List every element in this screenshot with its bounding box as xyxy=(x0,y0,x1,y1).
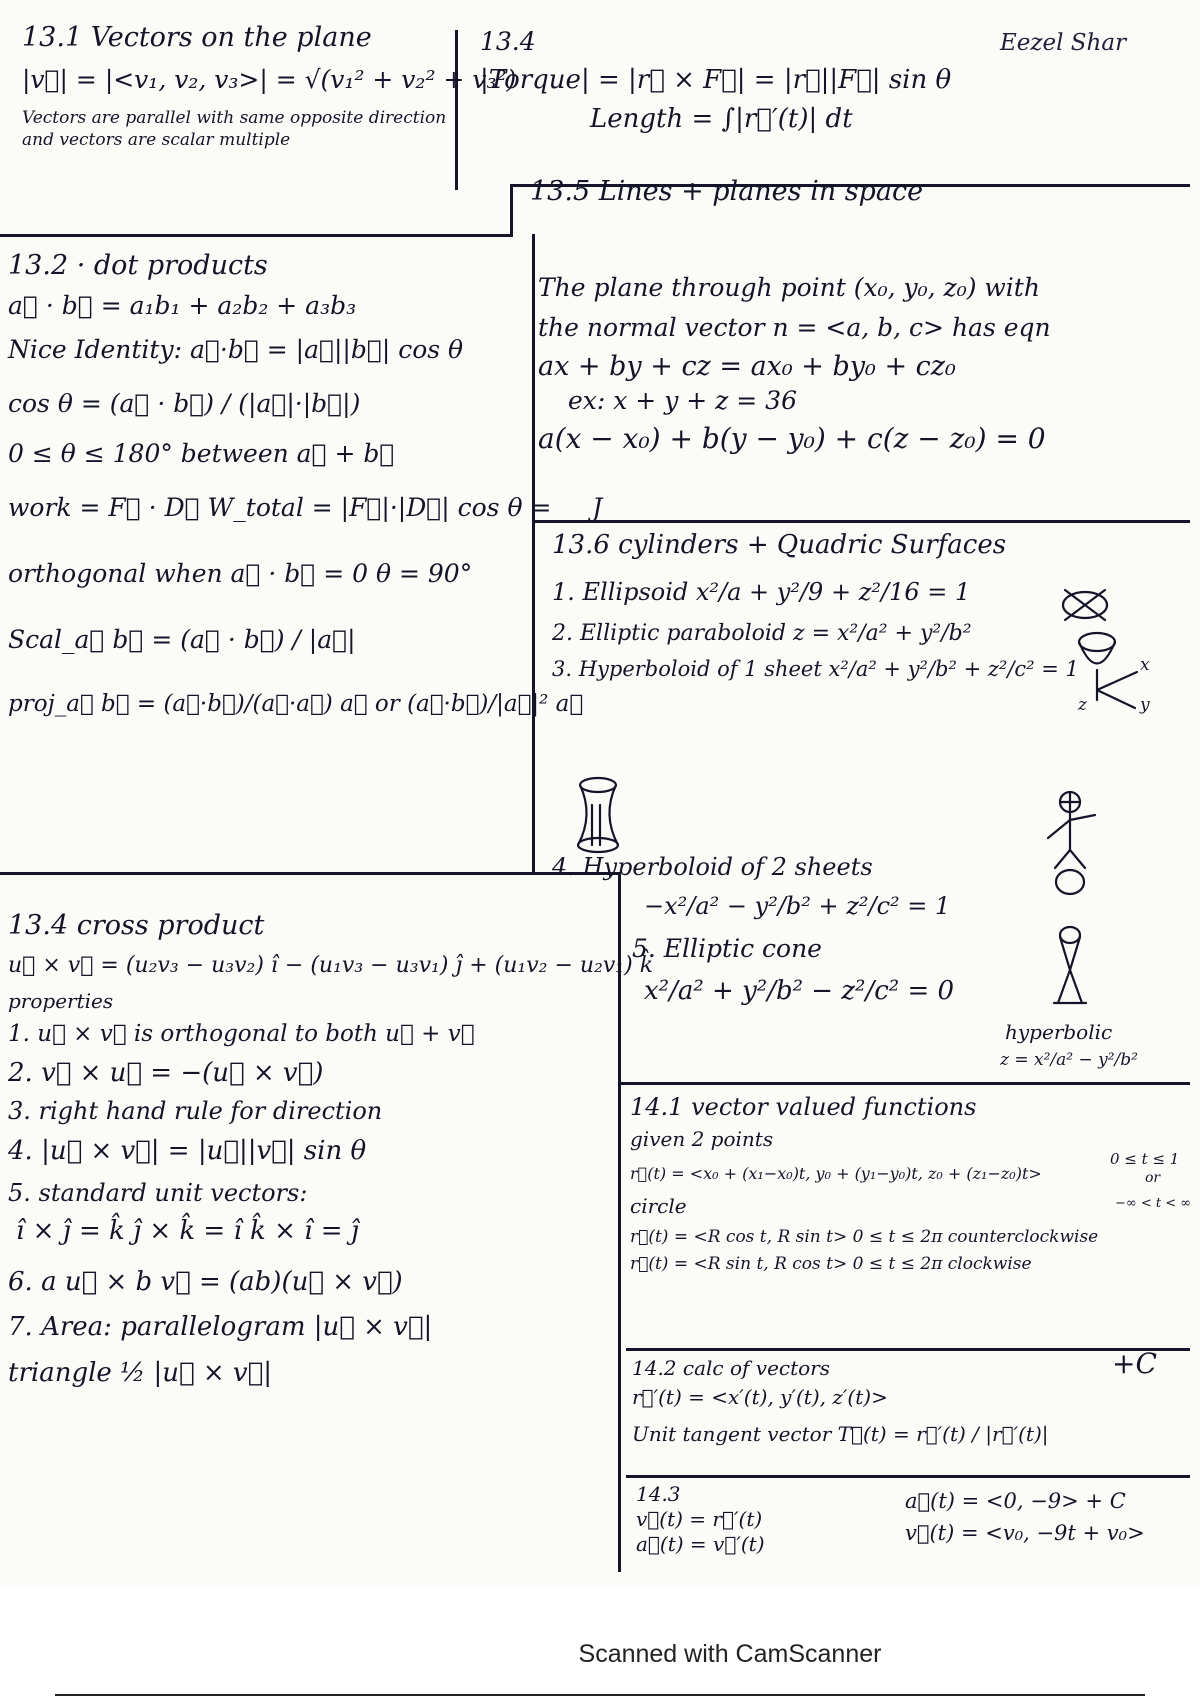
divider-line xyxy=(0,872,620,875)
circle-cw-formula: r⃗(t) = <R sin t, R cos t> 0 ≤ t ≤ 2π clockwise xyxy=(630,1253,1032,1274)
plane-text: the normal vector n = <a, b, c> has eqn xyxy=(538,313,1051,342)
note-line: and vectors are scalar multiple xyxy=(22,129,291,150)
axis-label-z: z xyxy=(1078,695,1087,715)
section-13-4-torque xyxy=(480,26,951,137)
property-item: triangle ½ |u⃗ × v⃗| xyxy=(8,1357,272,1388)
cross-product-formula: u⃗ × v⃗ = (u₂v₃ − u₃v₂) î − (u₁v₃ − u₃v₁) ĵ + (u₁v₂ − u₂v₁) k̂ xyxy=(8,953,654,979)
circle-label: circle xyxy=(630,1193,687,1218)
divider-line xyxy=(0,234,513,237)
formula-line: orthogonal when a⃗ · b⃗ = 0 θ = 90° xyxy=(8,559,473,589)
surface-hyperboloid-one-sheet: 3. Hyperboloid of 1 sheet x²/a² + y²/b² + z²/c² = 1 xyxy=(552,657,1079,682)
section-title: 14.3 xyxy=(636,1482,681,1506)
surface-cone-equation: x²/a² + y²/b² − z²/c² = 0 xyxy=(644,976,955,1007)
divider-line xyxy=(618,1082,1190,1085)
property-item: 1. u⃗ × v⃗ is orthogonal to both u⃗ + v⃗ xyxy=(8,1020,475,1047)
scanner-watermark: Scanned with CamScanner xyxy=(578,1640,882,1668)
section-title: 13.1 Vectors on the plane xyxy=(22,22,372,53)
section-13-1 xyxy=(22,22,516,151)
hyperbolic-label: hyperbolic xyxy=(1005,1020,1113,1044)
plane-point-normal-form: a(x − x₀) + b(y − y₀) + c(z − z₀) = 0 xyxy=(538,421,1046,455)
author-signature: Eezel Shar xyxy=(1000,30,1127,56)
formula-line: 0 ≤ θ ≤ 180° between a⃗ + b⃗ xyxy=(8,439,395,469)
formula-line: work = F⃗ · D⃗ W_total = |F⃗|·|D⃗| cos θ = __ J xyxy=(8,493,603,523)
ellipsoid-sketch xyxy=(1060,585,1110,625)
properties-label: properties xyxy=(8,988,114,1013)
circle-ccw-formula: r⃗(t) = <R cos t, R sin t> 0 ≤ t ≤ 2π counterclockwise xyxy=(630,1226,1099,1247)
section-13-4-cross xyxy=(8,910,653,1390)
plane-equation: ax + by + cz = ax₀ + by₀ + cz₀ xyxy=(538,351,956,382)
section-14-2 xyxy=(632,1356,1049,1447)
section-title: 14.1 vector valued functions xyxy=(630,1093,977,1121)
surface-hyperboloid-two-sheets: 4. Hyperboloid of 2 sheets xyxy=(552,853,873,881)
parameter-side-note: −∞ < t < ∞ xyxy=(1115,1196,1192,1211)
section-title: 13.4 cross product xyxy=(8,910,265,941)
formula-line: Nice Identity: a⃗·b⃗ = |a⃗||b⃗| cos θ xyxy=(8,335,464,365)
line-text: given 2 points xyxy=(630,1126,774,1151)
surface-two-sheet-equation: −x²/a² − y²/b² + z²/c² = 1 xyxy=(644,891,951,920)
property-item: 2. v⃗ × u⃗ = −(u⃗ × v⃗) xyxy=(8,1057,324,1088)
acceleration-example: a⃗(t) = <0, −9> + C xyxy=(905,1489,1126,1513)
section-title: 13.5 Lines + planes in space xyxy=(530,176,924,207)
plane-text: The plane through point (x₀, y₀, z₀) with xyxy=(538,273,1040,302)
derivative-formula: r⃗′(t) = <x′(t), y′(t), z′(t)> xyxy=(632,1385,888,1409)
parameter-range-note: 0 ≤ t ≤ 1 xyxy=(1110,1150,1180,1168)
section-title: 13.6 cylinders + Quadric Surfaces xyxy=(552,530,1007,560)
section-13-2 xyxy=(8,250,602,720)
hyperboloid-two-sheets-sketch xyxy=(1040,790,1120,900)
section-title: 13.2 · dot products xyxy=(8,250,268,281)
velocity-example: v⃗(t) = <v₀, −9t + v₀> xyxy=(905,1521,1145,1546)
acceleration-formula: a⃗(t) = v⃗′(t) xyxy=(636,1532,765,1556)
divider-line xyxy=(534,520,1190,523)
divider-line xyxy=(510,184,513,234)
section-title: 13.4 xyxy=(480,27,536,56)
arc-length-formula: Length = ∫|r⃗′(t)| dt xyxy=(590,104,853,135)
formula-line: Scal_a⃗ b⃗ = (a⃗ · b⃗) / |a⃗| xyxy=(8,625,356,655)
formula-line: cos θ = (a⃗ · b⃗) / (|a⃗|·|b⃗|) xyxy=(8,389,361,419)
plus-c-note: +C xyxy=(1112,1347,1157,1380)
formula-line: proj_a⃗ b⃗ = (a⃗·b⃗)/(a⃗·a⃗) a⃗ or (a⃗·b⃗)/|a⃗|² a⃗ xyxy=(8,691,584,718)
velocity-formula: v⃗(t) = r⃗′(t) xyxy=(636,1507,763,1531)
section-13-6 xyxy=(552,530,1079,683)
axis-label-x: x xyxy=(1140,655,1150,675)
surface-ellipsoid: 1. Ellipsoid x²/a + y²/9 + z²/16 = 1 xyxy=(552,578,971,607)
vector-magnitude-formula: |v⃗| = |<v₁, v₂, v₃>| = √(v₁² + v₂² + v₃²) xyxy=(22,65,517,95)
hyperboloid-one-sheet-sketch xyxy=(570,775,630,855)
section-14-3-right xyxy=(905,1488,1145,1547)
unit-tangent-formula: Unit tangent vector T⃗(t) = r⃗′(t) / |r⃗′(t)| xyxy=(632,1422,1049,1446)
property-item: 3. right hand rule for direction xyxy=(8,1097,383,1126)
hyperbolic-equation: z = x²/a² − y²/b² xyxy=(1000,1050,1138,1070)
property-item: 6. a u⃗ × b v⃗ = (ab)(u⃗ × v⃗) xyxy=(8,1267,403,1298)
surface-elliptic-paraboloid: 2. Elliptic paraboloid z = x²/a² + y²/b² xyxy=(552,620,972,646)
plane-example: ex: x + y + z = 36 xyxy=(568,385,797,415)
axis-label-y: y xyxy=(1140,695,1150,715)
footer-rule xyxy=(55,1694,1145,1696)
section-14-3 xyxy=(636,1482,765,1557)
section-13-5-body xyxy=(538,272,1051,456)
or-note: or xyxy=(1145,1170,1161,1186)
cone-sketch xyxy=(1040,925,1100,1015)
formula-line: a⃗ · b⃗ = a₁b₁ + a₂b₂ + a₃b₃ xyxy=(8,291,357,321)
surface-elliptic-cone: 5. Elliptic cone xyxy=(632,934,822,964)
divider-line xyxy=(626,1348,1190,1351)
section-13-5 xyxy=(530,176,923,208)
line-segment-formula: r⃗(t) = <x₀ + (x₁−x₀)t, y₀ + (y₁−y₀)t, z₀ + (z₁−z₀)t> xyxy=(630,1163,1042,1183)
property-item: 7. Area: parallelogram |u⃗ × v⃗| xyxy=(8,1312,433,1343)
section-title: 14.2 calc of vectors xyxy=(632,1356,831,1380)
torque-formula: |Torque| = |r⃗ × F⃗| = |r⃗||F⃗| sin θ xyxy=(480,65,952,95)
divider-line xyxy=(626,1475,1190,1478)
property-item: 4. |u⃗ × v⃗| = |u⃗||v⃗| sin θ xyxy=(8,1135,367,1166)
note-line: Vectors are parallel with same opposite direction xyxy=(22,108,447,129)
paraboloid-sketch xyxy=(1075,630,1165,710)
property-item: î × ĵ = k̂ ĵ × k̂ = î k̂ × î = ĵ xyxy=(16,1215,359,1246)
property-item: 5. standard unit vectors: xyxy=(8,1179,308,1208)
section-14-1 xyxy=(630,1092,1098,1275)
